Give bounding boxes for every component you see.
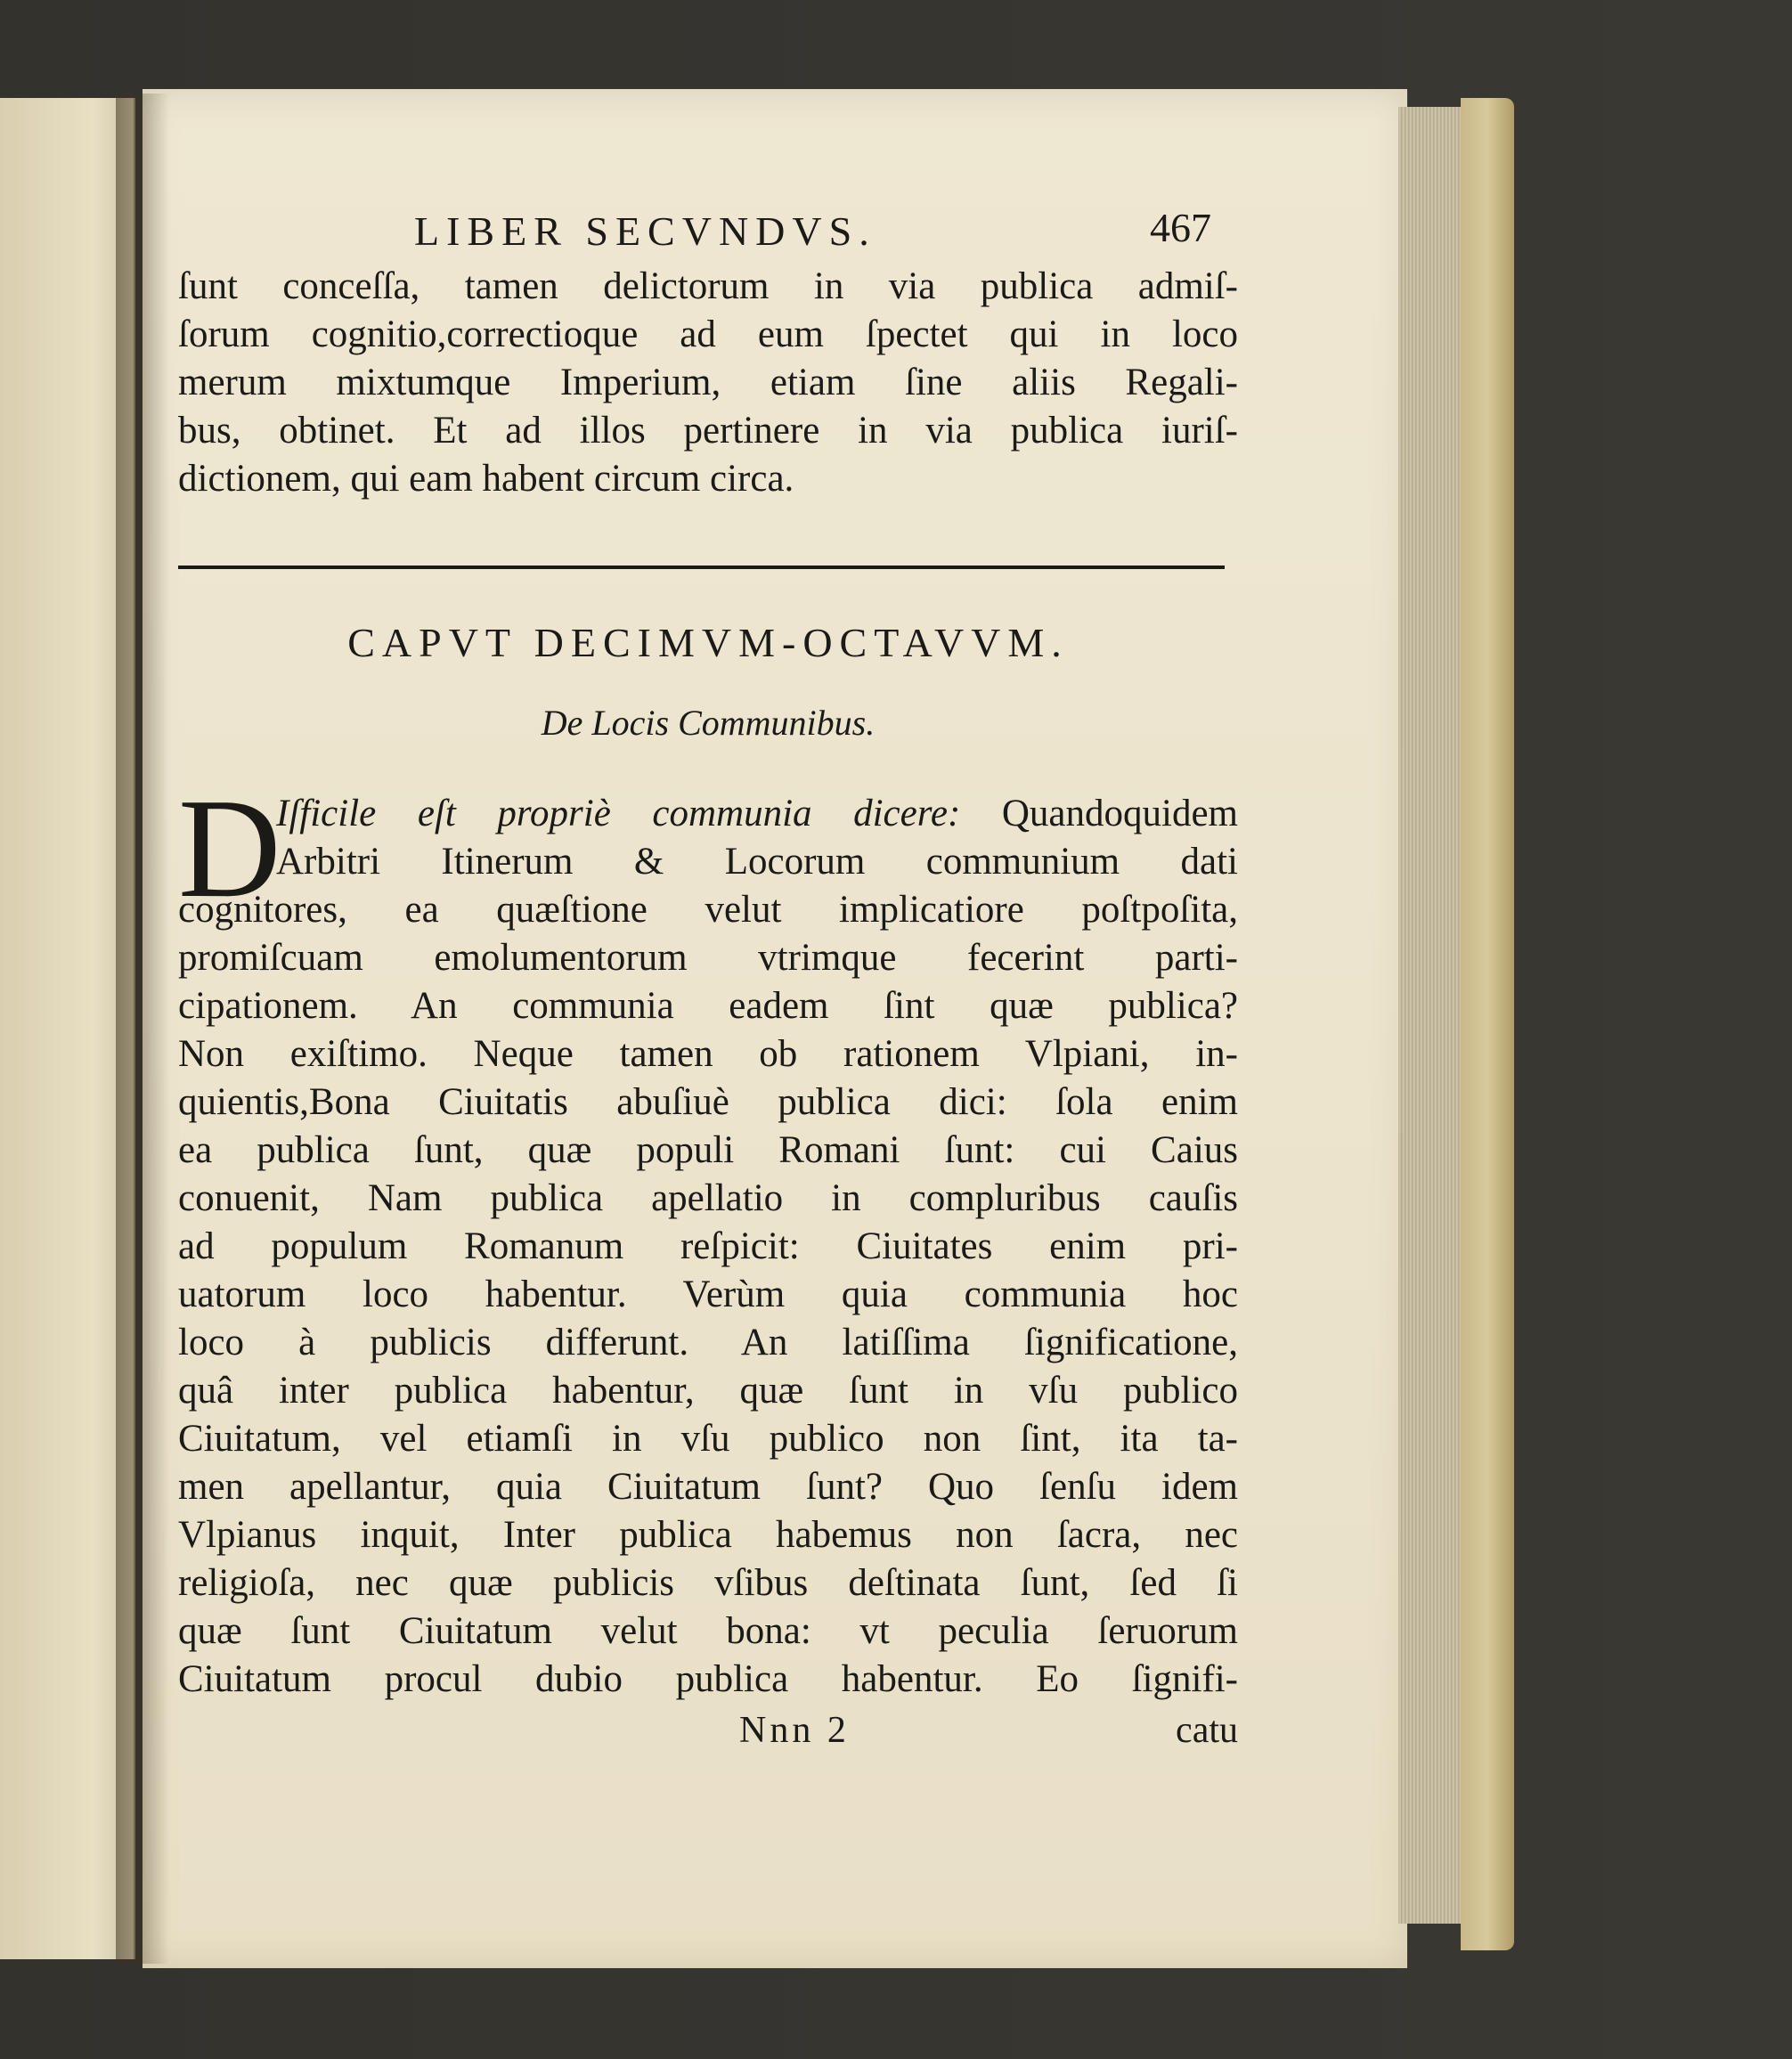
horizontal-rule	[178, 566, 1225, 569]
text-line	[178, 790, 1238, 838]
drop-cap: D	[178, 769, 281, 927]
text-line: men apellantur, quia Ciuitatum ſunt? Quo ſenſu idem	[178, 1466, 1238, 1508]
text-line: quæ ſunt Ciuitatum velut bona: vt peculia ſeruorum	[178, 1610, 1238, 1652]
text-line: Non exiſtimo. Neque tamen ob rationem Vlpiani, in-	[178, 1033, 1238, 1075]
text-line: ſunt conceſſa, tamen delictorum in via publica admiſ-	[178, 265, 1238, 307]
text-line: Ciuitatum, vel etiamſi in vſu publico non ſint, ita ta-	[178, 1418, 1238, 1460]
text-line: Vlpianus inquit, Inter publica habemus non ſacra, nec	[178, 1514, 1238, 1556]
text-span: Quandoquidem	[960, 793, 1238, 834]
catchword: catu	[1176, 1710, 1238, 1751]
italic-phrase: Iſficile eſt propriè communia dicere:	[276, 793, 961, 834]
gutter-shadow	[116, 94, 169, 1964]
text-line: merum mixtumque Imperium, etiam ſine aliis Regali-	[178, 362, 1238, 403]
text-line: Ciuitatum procul dubio publica habentur. Eo ſignifi-	[178, 1658, 1238, 1700]
text-line: conuenit, Nam publica apellatio in compluribus cauſis	[178, 1177, 1238, 1219]
page-stack-edges	[1398, 107, 1463, 1924]
main-paragraph	[178, 769, 1238, 1704]
text-line: ad populum Romanum reſpicit: Ciuitates enim pri-	[178, 1225, 1238, 1267]
chapter-heading: CAPVT DECIMVM-OCTAVVM.	[347, 620, 1069, 665]
page-text	[178, 200, 1238, 1762]
cover-edge	[1461, 98, 1514, 1950]
text-line: bus, obtinet. Et ad illos pertinere in via publica iuriſ-	[178, 410, 1238, 452]
text-line: dictionem, qui eam habent circum circa.	[178, 458, 794, 500]
text-line: cognitores, ea quæſtione velut implicatiore poſtpoſita,	[178, 889, 1238, 931]
text-line: uatorum loco habentur. Verùm quia communia hoc	[178, 1274, 1238, 1315]
page-footer	[178, 1709, 1238, 1762]
text-line: quientis,Bona Ciuitatis abuſiuè publica dici: ſola enim	[178, 1081, 1238, 1123]
signature-mark: Nnn 2	[739, 1710, 850, 1751]
page-number: 467	[1150, 205, 1211, 250]
text-line: Arbitri Itinerum & Locorum communium dati	[276, 841, 1238, 883]
running-head-title: LIBER SECVNDVS.	[414, 208, 876, 254]
text-line: ea publica ſunt, quæ populi Romani ſunt: cui Caius	[178, 1129, 1238, 1171]
text-line: loco à publicis differunt. An latiſſima ſignificatione,	[178, 1322, 1238, 1363]
running-head	[178, 200, 1238, 263]
text-line: ſorum cognitio,correctioque ad eum ſpectet qui in loco	[178, 313, 1238, 355]
text-line: quâ inter publica habentur, quæ ſunt in vſu publico	[178, 1370, 1238, 1412]
text-line: promiſcuam emolumentorum vtrimque fecerint parti-	[178, 937, 1238, 979]
text-line: religioſa, nec quæ publicis vſibus deſtinata ſunt, ſed ſi	[178, 1562, 1238, 1604]
top-paragraph	[178, 263, 1238, 503]
text-line: cipationem. An communia eadem ſint quæ publica?	[178, 985, 1238, 1027]
chapter-subtitle: De Locis Communibus.	[541, 703, 876, 743]
